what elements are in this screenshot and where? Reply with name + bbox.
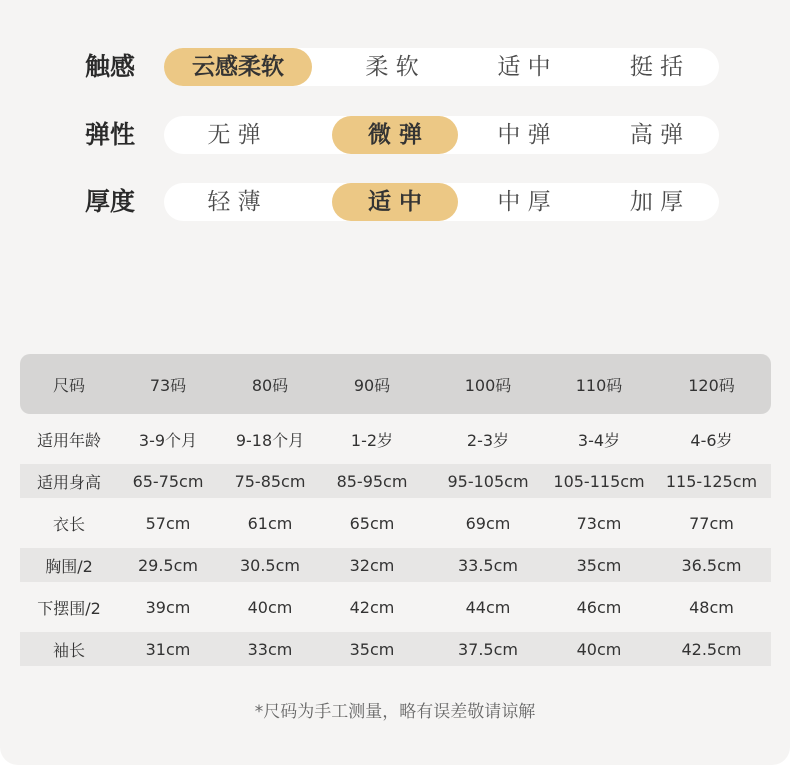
table-cell: 85-95cm [336,471,408,491]
measurement-note: *尺码为手工测量，略有误差敬请谅解 [254,702,536,722]
table-cell: 衣长 [52,514,85,534]
table-cell: 29.5cm [137,555,198,575]
attr-option: 柔 软 [365,54,419,80]
attr-scale [164,183,719,221]
table-cell: 36.5cm [681,555,742,575]
attr-option-selected: 微 弹 [332,116,458,154]
table-cell: 4-6岁 [690,430,733,450]
table-cell: 3-4岁 [577,430,621,450]
attr-option-selected: 云感柔软 [164,48,312,86]
table-row [20,548,771,582]
attr-label: 厚度 [84,187,135,216]
table-header-cell: 90码 [353,375,391,395]
size-table [20,354,771,666]
table-cell: 33cm [247,639,293,659]
table-cell: 95-105cm [447,471,529,491]
table-cell: 37.5cm [457,639,518,659]
table-cell: 40cm [247,597,293,617]
table-cell: 65cm [349,513,395,533]
attr-option: 轻 薄 [207,189,261,215]
attr-row-touch [0,47,790,87]
table-cell: 46cm [576,597,622,617]
table-header-cell: 100码 [464,375,512,395]
table-cell: 袖长 [52,640,85,660]
table-header-cell: 120码 [688,375,735,395]
table-cell: 39cm [145,597,191,617]
table-header-cell: 110码 [575,375,623,395]
table-row [20,422,771,456]
table-cell: 61cm [247,513,293,533]
attr-scale [164,116,719,154]
table-cell: 73cm [576,513,622,533]
table-header-cell: 80码 [251,375,289,395]
attr-option: 中 厚 [497,189,551,215]
table-row [20,590,771,624]
table-cell: 42.5cm [681,639,742,659]
table-cell: 2-3岁 [466,430,510,450]
attr-option: 高 弹 [629,122,684,148]
table-cell: 胸围/2 [45,556,93,576]
table-cell: 48cm [689,597,734,617]
attr-option-selected: 适 中 [332,183,458,221]
attr-label: 触感 [84,52,135,81]
table-cell: 115-125cm [665,471,758,491]
attr-option: 中 弹 [497,122,551,148]
table-cell: 44cm [465,597,511,617]
attr-row-thickness [0,182,790,222]
table-cell: 75-85cm [234,471,306,491]
table-row [20,506,771,540]
table-cell: 9-18个月 [235,430,305,450]
table-cell: 35cm [576,555,622,575]
attr-option: 加 厚 [629,189,684,215]
table-cell: 30.5cm [239,555,300,575]
table-cell: 105-115cm [553,471,645,491]
table-cell: 下摆围/2 [37,598,101,618]
table-header-row [20,354,771,414]
table-header-cell: 73码 [149,375,187,395]
table-cell: 35cm [349,639,395,659]
table-header-cell: 尺码 [52,375,85,395]
table-cell: 77cm [689,513,734,533]
attr-label: 弹性 [84,120,135,149]
attr-option: 适 中 [497,54,551,80]
attr-option: 挺 括 [629,54,684,80]
table-row [20,464,771,498]
table-cell: 3-9个月 [138,430,198,450]
table-cell: 1-2岁 [350,430,394,450]
attr-scale [164,48,719,86]
table-cell: 42cm [349,597,395,617]
table-cell: 65-75cm [132,471,204,491]
table-cell: 31cm [145,639,191,659]
table-cell: 适用身高 [36,472,101,492]
table-cell: 适用年龄 [36,430,101,450]
table-row [20,632,771,666]
table-cell: 33.5cm [457,555,518,575]
table-cell: 40cm [576,639,622,659]
table-cell: 57cm [145,513,191,533]
attr-row-elasticity [0,115,790,155]
table-cell: 32cm [349,555,395,575]
attr-option: 无 弹 [207,122,261,148]
table-cell: 69cm [465,513,511,533]
